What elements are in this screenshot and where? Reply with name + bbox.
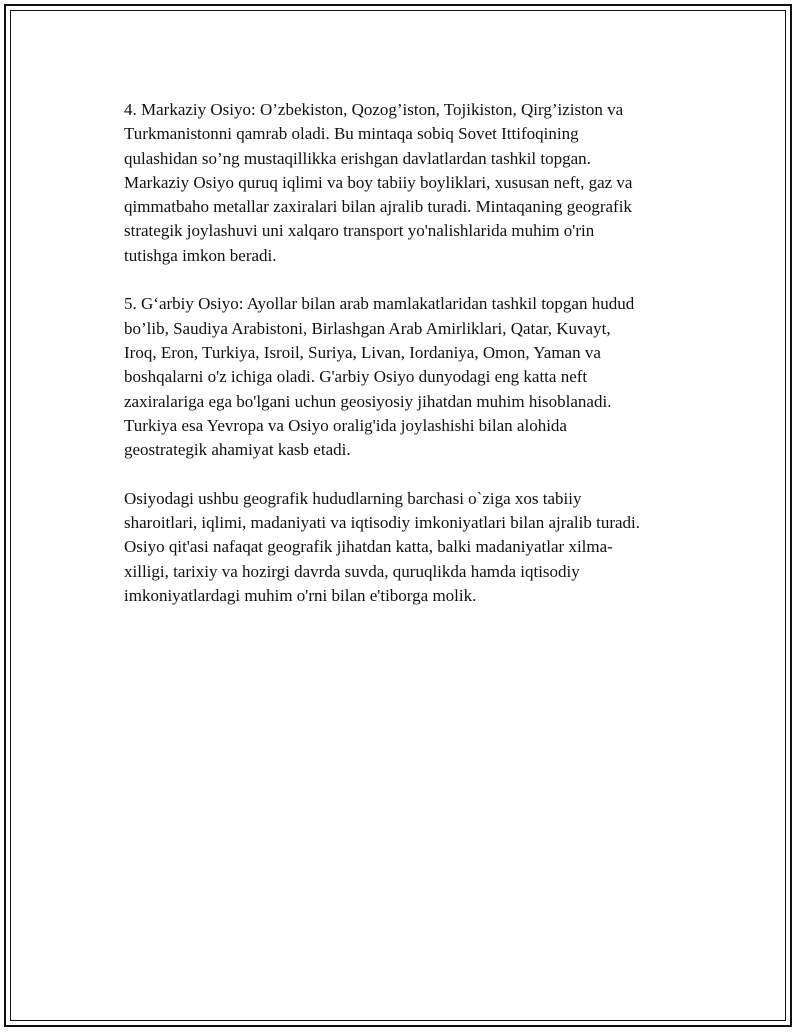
text-line: tutishga imkon beradi. bbox=[124, 245, 277, 265]
text-line: strategik joylashuvi uni xalqaro transport yo'nalishlarida muhim o'rin bbox=[124, 221, 595, 241]
text-line: qulashidan so’ng mustaqillikka erishgan davlatlardan tashkil topgan. bbox=[124, 148, 591, 168]
text-line: bo’lib, Saudiya Arabistoni, Birlashgan Arab Amirliklari, Qatar, Kuvayt, bbox=[124, 318, 611, 338]
text-line: boshqalarni o'z ichiga oladi. G'arbiy Osiyo dunyodagi eng katta neft bbox=[124, 367, 588, 387]
text-line: zaxiralariga ega bo'lgani uchun geosiyosiy jihatdan muhim hisoblanadi. bbox=[124, 391, 612, 411]
paragraph-central-asia bbox=[124, 98, 690, 268]
paragraph-west-asia bbox=[124, 292, 690, 462]
document-body bbox=[124, 98, 690, 633]
text-line: 5. G‘arbiy Osiyo: Ayollar bilan arab mamlakatlaridan tashkil topgan hudud bbox=[124, 294, 635, 314]
paragraph-conclusion bbox=[124, 487, 690, 608]
text-line: Markaziy Osiyo quruq iqlimi va boy tabiiy boyliklari, xususan neft, gaz va bbox=[124, 172, 633, 192]
text-line: Turkiya esa Yevropa va Osiyo oralig'ida joylashishi bilan alohida bbox=[124, 415, 567, 435]
text-line: geostrategik ahamiyat kasb etadi. bbox=[124, 440, 351, 460]
document-page bbox=[4, 4, 792, 1027]
text-line: 4. Markaziy Osiyo: O’zbekiston, Qozog’iston, Tojikiston, Qirg’iziston va bbox=[124, 100, 624, 119]
text-line: qimmatbaho metallar zaxiralari bilan ajralib turadi. Mintaqaning geografik bbox=[124, 197, 632, 217]
text-line: imkoniyatlardagi muhim o'rni bilan e'tiborga molik. bbox=[124, 585, 477, 605]
text-line: Osiyo qit'asi nafaqat geografik jihatdan katta, balki madaniyatlar xilma- bbox=[124, 537, 613, 557]
text-line: Iroq, Eron, Turkiya, Isroil, Suriya, Livan, Iordaniya, Omon, Yaman va bbox=[124, 342, 601, 362]
text-line: sharoitlari, iqlimi, madaniyati va iqtisodiy imkoniyatlari bilan ajralib turadi. bbox=[124, 513, 641, 533]
text-line: Osiyodagi ushbu geografik hududlarning barchasi o`ziga xos tabiiy bbox=[124, 488, 582, 508]
text-line: Turkmanistonni qamrab oladi. Bu mintaqa sobiq Sovet Ittifoqining bbox=[124, 124, 579, 144]
text-line: xilligi, tarixiy va hozirgi davrda suvda, quruqlikda hamda iqtisodiy bbox=[124, 561, 580, 581]
